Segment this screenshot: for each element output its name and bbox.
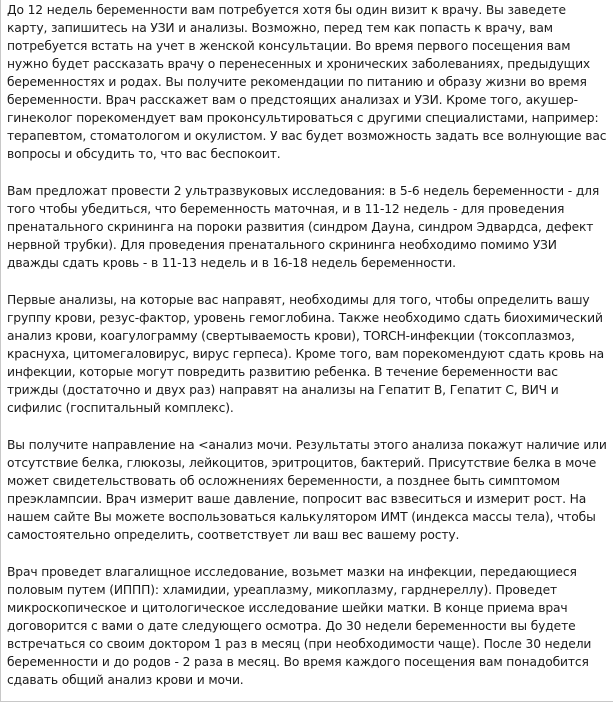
paragraph-blood-tests: Первые анализы, на которые вас направят, необходимы для того, чтобы определить вашу группу крови, резус-фактор, уровень гемоглобина. Также необходимо сдать биохимический анализ крови, коагулограмму (свертываемость крови), TORCH-инфекции (токсоплазмоз, краснуха, цитомегаловирус, вирус герпеса). Кроме того, вам порекомендуют сдать кровь на инфекции, которые могут повредить развитию ребенка. В течение беременности вас трижды (достаточно и двух раз) направят на анализы на Гепатит В, Гепатит С, ВИЧ и сифилис (госпитальный комплекс). xyxy=(7,293,605,415)
paragraph-first-visit: До 12 недель беременности вам потребуется хотя бы один визит к врачу. Вы заведете карту, запишитесь на УЗИ и анализы. Возможно, перед тем как попасть к врачу, вам потребуется встать на учет в женской консультации. Во время первого посещения вам нужно будет рассказать врачу о перенесенных и хронических заболеваниях, предыдущих беременностях и родах. Вы получите рекомендации по питанию и образу жизни во время беременности. Врач расскажет вам о предстоящих анализах и УЗИ. Кроме того, акушер-гинеколог порекомендует вам проконсультироваться с другими специалистами, например: терапевтом, стоматологом и окулистом. У вас будет возможность задать все волнующие вас вопросы и обсудить то, что вас беспокоит. xyxy=(7,3,607,161)
paragraph-urine-test: Вы получите направление на <анализ мочи. Результаты этого анализа покажут наличие или отсутствие белка, глюкозы, лейкоцитов, эритроцитов, бактерий. Присутствие белка в моче может свидетельствовать об осложнениях беременности, а позднее быть симптомом преэклампсии. Врач измерит ваше давление, попросит вас взвеситься и измерит рост. На нашем сайте Вы можете воспользоваться калькулятором ИМТ (индекса массы тела), чтобы самостоятельно определить, соответствует ли ваш вес вашему росту. xyxy=(7,438,607,542)
paragraph-ultrasound: Вам предложат провести 2 ультразвуковых исследования: в 5-6 недель беременности - для того чтобы убедиться, что беременность маточная, и в 11-12 недель - для проведения пренатального скрининга на пороки развития (синдром Дауна, синдром Эдвардса, дефект нервной трубки). Для проведения пренатального скрининга необходимо помимо УЗИ дважды сдать кровь - в 11-13 недель и в 16-18 недель беременности. xyxy=(7,184,600,270)
paragraph-examination: Врач проведет влагалищное исследование, возьмет мазки на инфекции, передающиеся половым путем (ИППП): хламидии, уреаплазму, микоплазму, гарднереллу). Проведет микроскопическое и цитологическое исследование шейки матки. В конце приема врач договорится с вами о дате следующего осмотра. До 30 недели беременности вы будете встречаться со своим доктором 1 раз в месяц (при необходимости чаще). После 30 недели беременности и до родов - 2 раза в месяц. Во время каждого посещения вам понадобится сдавать общий анализ крови и мочи. xyxy=(7,565,592,687)
